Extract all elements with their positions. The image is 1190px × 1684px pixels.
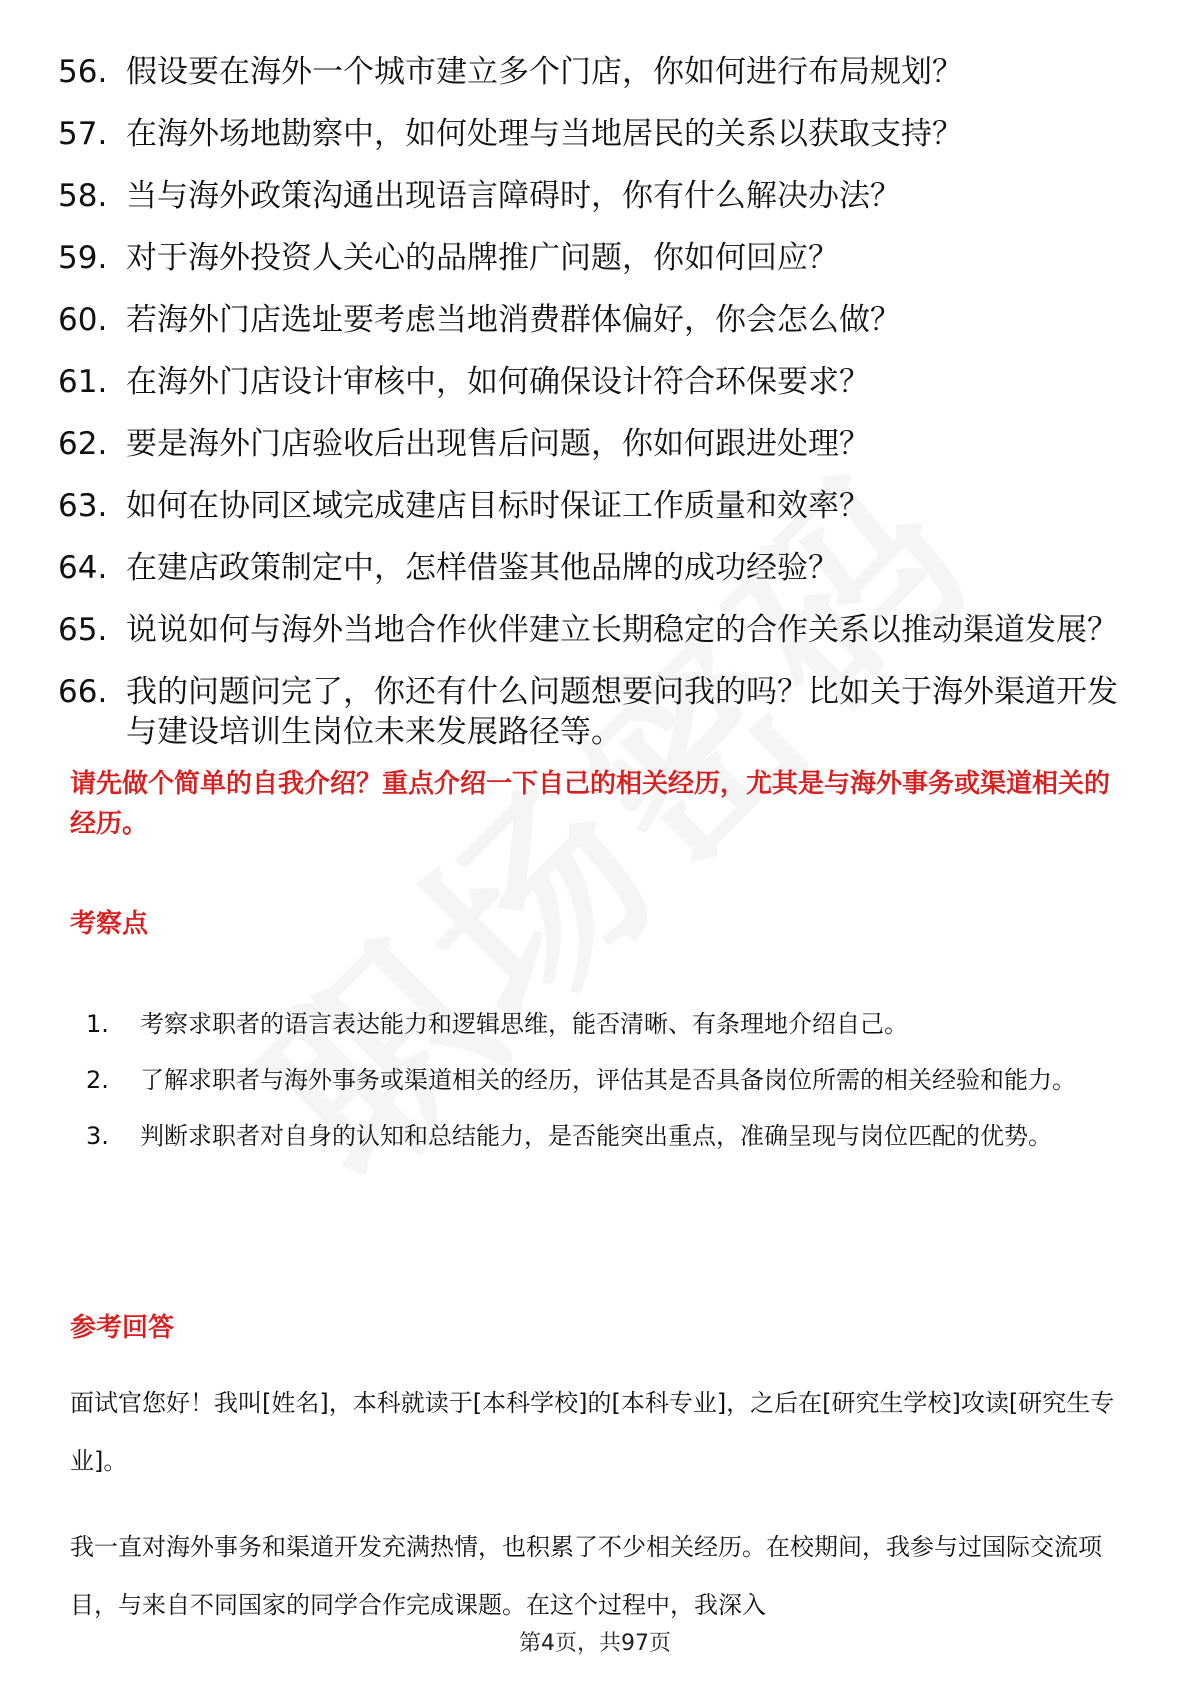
question-text: 如何在协同区域完成建店目标时保证工作质量和效率？: [126, 488, 870, 524]
answer-heading: 参考回答: [70, 1313, 175, 1343]
assessment-list: [70, 996, 1120, 1164]
question-number: 61.: [58, 364, 108, 400]
question-item: [58, 176, 1118, 216]
answer-paragraph: 面试官您好！我叫[姓名]，本科就读于[本科学校]的[本科专业]，之后在[研究生学校]攻读[研究生专业]。: [70, 1389, 1115, 1475]
question-number: 62.: [58, 426, 108, 462]
question-text: 在建店政策制定中，怎样借鉴其他品牌的成功经验？: [126, 550, 839, 586]
assessment-number: 1.: [86, 1010, 109, 1038]
assessment-text: 考察求职者的语言表达能力和逻辑思维，能否清晰、有条理地介绍自己。: [140, 1010, 908, 1038]
question-text: 对于海外投资人关心的品牌推广问题，你如何回应？: [126, 240, 839, 276]
assessment-item: [70, 1052, 1120, 1108]
question-item: [58, 362, 1118, 402]
assessment-item: [70, 996, 1120, 1052]
question-item: [58, 52, 1118, 92]
question-item: [58, 486, 1118, 526]
question-number: 58.: [58, 178, 108, 214]
question-text: 当与海外政策沟通出现语言障碍时，你有什么解决办法？: [126, 178, 901, 214]
question-number: 64.: [58, 550, 108, 586]
question-number: 57.: [58, 116, 108, 152]
question-number: 59.: [58, 240, 108, 276]
question-text: 在海外场地勘察中，如何处理与当地居民的关系以获取支持？: [126, 116, 963, 152]
assessment-text: 判断求职者对自身的认知和总结能力，是否能突出重点，准确呈现与岗位匹配的优势。: [140, 1122, 1052, 1150]
question-text: 在海外门店设计审核中，如何确保设计符合环保要求？: [126, 364, 870, 400]
assessment-item: [70, 1108, 1120, 1164]
featured-question: 请先做个简单的自我介绍？重点介绍一下自己的相关经历，尤其是与海外事务或渠道相关的经历。: [70, 769, 1111, 839]
question-item: [58, 610, 1118, 650]
question-text: 若海外门店选址要考虑当地消费群体偏好，你会怎么做？: [126, 302, 901, 338]
assessment-number: 3.: [86, 1122, 109, 1150]
question-text: 我的问题问完了，你还有什么问题想要问我的吗？比如关于海外渠道开发与建设培训生岗位未来发展路径等。: [126, 674, 1118, 750]
question-item: [58, 672, 1118, 752]
assessment-heading: 考察点: [70, 909, 149, 939]
question-text: 假设要在海外一个城市建立多个门店，你如何进行布局规划？: [126, 54, 963, 90]
page-footer: 第4页，共97页: [519, 1631, 671, 1656]
question-number: 65.: [58, 612, 108, 648]
question-item: [58, 300, 1118, 340]
answer-paragraph: 我一直对海外事务和渠道开发充满热情，也积累了不少相关经历。在校期间，我参与过国际交流项目，与来自不同国家的同学合作完成课题。在这个过程中，我深入: [70, 1533, 1102, 1619]
question-text: 说说如何与海外当地合作伙伴建立长期稳定的合作关系以推动渠道发展？: [126, 612, 1118, 648]
question-item: [58, 548, 1118, 588]
question-text: 要是海外门店验收后出现售后问题，你如何跟进处理？: [126, 426, 870, 462]
question-item: [58, 238, 1118, 278]
question-item: [58, 114, 1118, 154]
assessment-number: 2.: [86, 1066, 109, 1094]
question-number: 56.: [58, 54, 108, 90]
question-number: 60.: [58, 302, 108, 338]
question-number: 63.: [58, 488, 108, 524]
question-number: 66.: [58, 674, 108, 710]
question-item: [58, 424, 1118, 464]
question-list: [58, 52, 1118, 774]
assessment-text: 了解求职者与海外事务或渠道相关的经历，评估其是否具备岗位所需的相关经验和能力。: [140, 1066, 1076, 1094]
